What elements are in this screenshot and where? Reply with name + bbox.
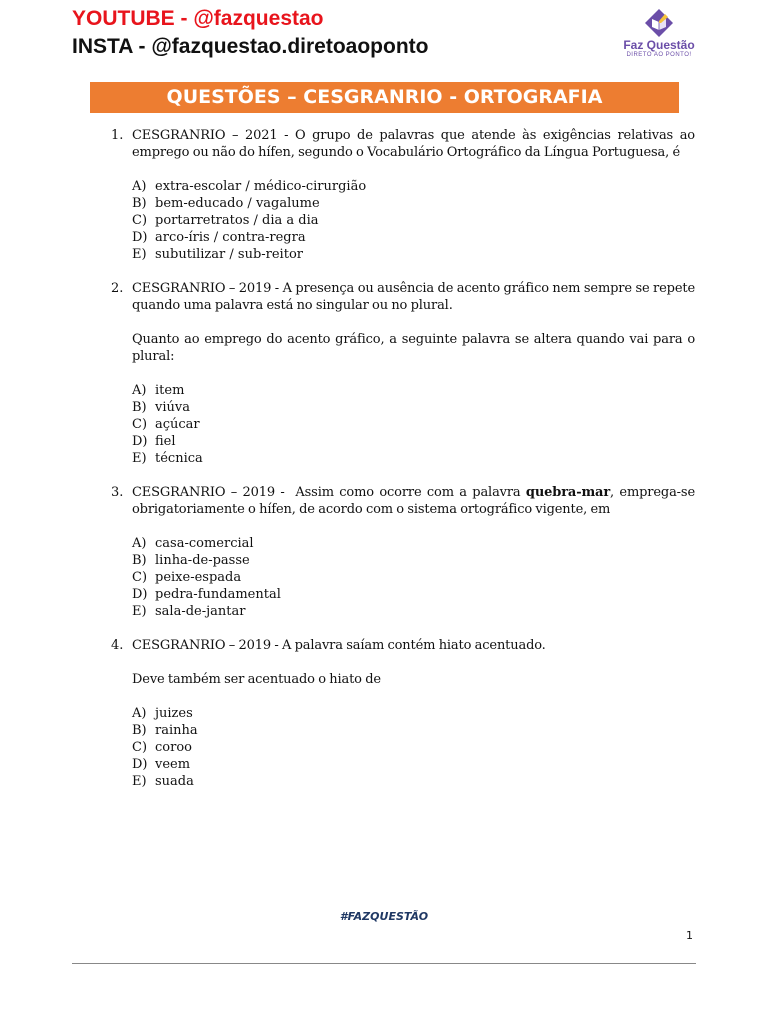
options-list xyxy=(0,705,768,790)
option-letter: E) xyxy=(132,247,147,262)
option-text: suada xyxy=(155,774,194,789)
option-text: extra-escolar / médico-cirurgião xyxy=(155,179,367,194)
option-a xyxy=(0,705,768,722)
option-e xyxy=(0,450,768,467)
option-a xyxy=(0,535,768,552)
option-text: peixe-espada xyxy=(155,570,242,585)
option-b xyxy=(0,722,768,739)
options-list xyxy=(0,382,768,467)
option-text: juizes xyxy=(155,706,193,721)
option-letter: A) xyxy=(132,536,147,551)
footer-hashtag: #FAZQUESTÃO xyxy=(339,910,429,923)
option-d xyxy=(0,433,768,450)
option-d xyxy=(0,586,768,603)
option-text: fiel xyxy=(155,434,176,449)
option-b xyxy=(0,552,768,569)
option-a xyxy=(0,382,768,399)
question-number: 1. xyxy=(111,128,124,143)
brand-logo xyxy=(617,8,701,60)
option-c xyxy=(0,739,768,756)
option-letter: E) xyxy=(132,604,147,619)
option-b xyxy=(0,195,768,212)
option-text: sala-de-jantar xyxy=(155,604,246,619)
logo-tagline: DIRETO AO PONTO! xyxy=(626,52,692,58)
youtube-handle: YOUTUBE - @fazquestao xyxy=(72,7,324,30)
option-text: item xyxy=(155,383,185,398)
question-prompt: Quanto ao emprego do acento gráfico, a seguinte palavra se altera quando vai para o plural: xyxy=(132,332,695,364)
option-text: pedra-fundamental xyxy=(155,587,281,602)
question-statement: CESGRANRIO – 2021 - O grupo de palavras que atende às exigências relativas ao emprego ou não do hífen, segundo o Vocabulário Ortográfico da Língua Portuguesa, é xyxy=(132,128,695,160)
statement-end: , emprega-se obrigatoriamente o hífen, de acordo com o sistema ortográfico vigente, em xyxy=(132,485,695,517)
option-text: técnica xyxy=(155,451,203,466)
book-diamond-icon xyxy=(644,8,674,38)
options-list xyxy=(0,178,768,263)
option-text: coroo xyxy=(155,740,192,755)
option-text: casa-comercial xyxy=(155,536,254,551)
option-letter: D) xyxy=(132,587,148,602)
option-b xyxy=(0,399,768,416)
question-prompt: Deve também ser acentuado o hiato de xyxy=(132,672,381,687)
option-text: bem-educado / vagalume xyxy=(155,196,320,211)
question-list xyxy=(0,127,768,807)
option-text: portarretratos / dia a dia xyxy=(155,213,319,228)
option-letter: B) xyxy=(132,723,147,738)
question-number: 2. xyxy=(111,281,124,296)
option-text: açúcar xyxy=(155,417,200,432)
option-letter: E) xyxy=(132,774,147,789)
option-c xyxy=(0,416,768,433)
footer-divider xyxy=(72,963,696,964)
option-e xyxy=(0,603,768,620)
option-letter: E) xyxy=(132,451,147,466)
option-text: rainha xyxy=(155,723,198,738)
option-letter: B) xyxy=(132,553,147,568)
option-e xyxy=(0,773,768,790)
statement-start: CESGRANRIO – 2019 - Assim como ocorre com a palavra xyxy=(132,485,526,500)
option-text: arco-íris / contra-regra xyxy=(155,230,306,245)
question-statement: CESGRANRIO – 2019 - A palavra saíam contém hiato acentuado. xyxy=(132,638,546,653)
option-letter: A) xyxy=(132,706,147,721)
question-number: 3. xyxy=(111,485,124,500)
question-2 xyxy=(0,280,768,467)
option-letter: D) xyxy=(132,434,148,449)
instagram-handle: INSTA - @fazquestao.diretoaoponto xyxy=(72,35,429,58)
highlighted-word: quebra-mar xyxy=(525,485,611,500)
question-3 xyxy=(0,484,768,620)
question-4 xyxy=(0,637,768,790)
option-c xyxy=(0,212,768,229)
question-statement: CESGRANRIO – 2019 - A presença ou ausência de acento gráfico nem sempre se repete quando uma palavra está no singular ou no plural. xyxy=(132,281,695,313)
question-statement xyxy=(132,484,695,518)
question-number: 4. xyxy=(111,638,124,653)
option-text: veem xyxy=(155,757,191,772)
option-d xyxy=(0,229,768,246)
option-letter: B) xyxy=(132,196,147,211)
option-letter: C) xyxy=(132,213,148,228)
option-letter: C) xyxy=(132,417,148,432)
option-text: subutilizar / sub-reitor xyxy=(155,247,303,262)
option-text: linha-de-passe xyxy=(155,553,250,568)
option-letter: C) xyxy=(132,570,148,585)
option-a xyxy=(0,178,768,195)
question-1 xyxy=(0,127,768,263)
option-c xyxy=(0,569,768,586)
option-d xyxy=(0,756,768,773)
option-letter: C) xyxy=(132,740,148,755)
options-list xyxy=(0,535,768,620)
option-letter: B) xyxy=(132,400,147,415)
option-letter: A) xyxy=(132,383,147,398)
option-text: viúva xyxy=(155,400,190,415)
option-e xyxy=(0,246,768,263)
option-letter: D) xyxy=(132,230,148,245)
option-letter: D) xyxy=(132,757,148,772)
page-number: 1 xyxy=(686,929,693,942)
option-letter: A) xyxy=(132,179,147,194)
logo-name: Faz Questão xyxy=(623,38,695,52)
section-banner: QUESTÕES – CESGRANRIO - ORTOGRAFIA xyxy=(90,82,679,113)
